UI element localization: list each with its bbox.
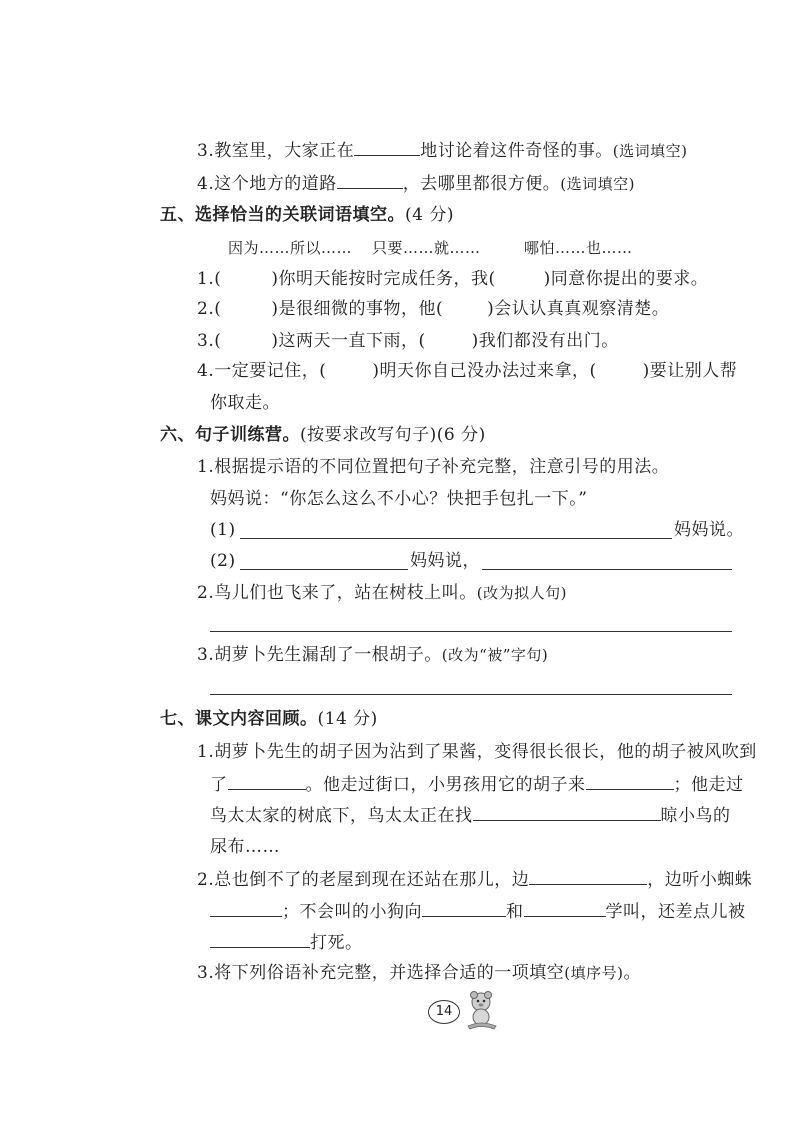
q7-3-end: 。 (623, 963, 641, 983)
section-7-title: 七、课文内容回顾。 (160, 709, 318, 729)
q4-3-text-after: 地讨论着这件奇怪的事。 (420, 141, 613, 161)
q5-2-a: 2.( (197, 299, 222, 319)
q5-1-c: )同意你提出的要求。 (543, 269, 709, 289)
q6-3-text: 3.胡萝卜先生漏刮了一根胡子。 (197, 645, 442, 665)
page-number: 14 (428, 1000, 460, 1024)
q7-2-line-1 (197, 868, 752, 891)
q7-3 (197, 962, 641, 984)
q5-4-cont: 你取走。 (210, 393, 280, 413)
q5-3-c: )我们都没有出门。 (471, 331, 619, 351)
section-7-score: (14 分) (317, 709, 378, 729)
q5-1-a: 1.( (197, 269, 222, 289)
q7-1-line-4: 尿布…… (210, 837, 280, 857)
q7-1-l2b: 。他走过街口，小男孩用它的胡子来 (305, 775, 586, 795)
q7-1-l2a: 了 (210, 775, 228, 795)
q6-1-sub2-num: (2) (210, 551, 236, 571)
q7-1-blank-2[interactable] (586, 773, 674, 790)
q6-1-sub2-line-1[interactable] (240, 569, 408, 570)
q6-1-sub1-num: (1) (210, 520, 236, 540)
section-6-heading (160, 424, 486, 446)
q4-4-text: 4.这个地方的道路 (197, 174, 337, 194)
q7-2-blank-3[interactable] (422, 900, 506, 917)
q6-1-sub2-mid: 妈妈说， (410, 551, 480, 571)
q5-2 (197, 298, 669, 320)
q7-1-l3b: 晾小鸟的 (660, 806, 731, 826)
section-7-heading (160, 708, 378, 730)
q5-3-b: )这两天一直下雨，( (271, 331, 426, 351)
q7-1-line-1: 1.胡萝卜先生的胡子因为沾到了果酱，变得很长很长，他的胡子被风吹到 (197, 742, 757, 762)
q6-2-answer-line[interactable] (210, 631, 732, 632)
q7-2-l2b: 和 (506, 902, 524, 922)
q6-3 (197, 644, 548, 666)
q6-1: 1.根据提示语的不同位置把句子补充完整，注意引号的用法。 (197, 457, 670, 477)
q7-2-blank-5[interactable] (210, 931, 310, 948)
q7-1-line-3 (210, 804, 731, 827)
q4-4-hint: (选词填空) (560, 175, 635, 193)
q7-1-line-2 (210, 773, 744, 796)
section-5-score: (4 分) (405, 205, 454, 225)
cartoon-mascot-icon (464, 990, 498, 1030)
q7-2-l3: 打死。 (310, 933, 363, 953)
q7-2-l2a: ；不会叫的小狗向 (282, 902, 422, 922)
q4-4 (197, 172, 635, 195)
q4-3-blank[interactable] (354, 139, 420, 156)
q7-2-line-3 (210, 931, 363, 954)
q7-2-blank-1[interactable] (529, 868, 647, 885)
q4-3 (197, 139, 687, 162)
q5-4-a: 4.一定要记住，( (197, 361, 327, 381)
q6-1-quote: 妈妈说：“你怎么这么不小心？快把手包扎一下。” (210, 489, 588, 509)
q7-2-blank-2[interactable] (210, 900, 282, 917)
q5-3-a: 3.( (197, 331, 222, 351)
q6-3-answer-line[interactable] (210, 694, 732, 695)
q6-2-text: 2.鸟儿们也飞来了，站在树枝上叫。 (197, 583, 477, 603)
conjunction-option-1: 因为……所以…… (228, 239, 353, 257)
q7-2-blank-4[interactable] (524, 900, 606, 917)
page-number-badge (428, 1000, 462, 1024)
q6-2-hint: (改为拟人句) (476, 584, 567, 602)
q7-1-l2c: ；他走过 (673, 775, 744, 795)
q7-1-l3a: 鸟太太家的树底下，鸟太太正在找 (210, 806, 473, 826)
q5-2-c: )会认认真真观察清楚。 (487, 299, 670, 319)
q7-1-blank-1[interactable] (228, 773, 306, 790)
section-5-heading (160, 204, 454, 226)
q7-1-blank-3[interactable] (473, 804, 661, 821)
q7-3-text: 3.将下列俗语补充完整，并选择合适的一项填空 (197, 963, 565, 983)
q6-1-sub1-line[interactable] (240, 538, 672, 539)
q4-4-text-after: ，去哪里都很方便。 (402, 174, 561, 194)
q6-2 (197, 582, 567, 604)
q5-3 (197, 330, 619, 352)
conjunction-option-2: 只要……就…… (372, 239, 481, 257)
q7-2-l1a: 2.总也倒不了的老屋到现在还站在那儿，边 (197, 870, 530, 890)
q7-2-line-2 (210, 900, 746, 923)
q7-3-hint: (填序号) (564, 964, 624, 982)
q6-3-hint: (改为“被”字句) (441, 646, 549, 664)
q5-2-b: )是很细微的事物，他( (271, 299, 444, 319)
q6-1-sub1-end: 妈妈说。 (674, 520, 744, 540)
conjunction-option-3: 哪怕……也…… (524, 239, 633, 257)
q7-2-l2c: 学叫，还差点儿被 (605, 902, 746, 922)
q6-1-sub2-line-2[interactable] (482, 569, 732, 570)
section-6-title: 六、句子训练营。 (160, 425, 300, 445)
q5-4 (197, 360, 737, 382)
section-6-hint: (按要求改写句子)(6 分) (300, 425, 486, 445)
q5-4-c: )要让别人帮 (642, 361, 738, 381)
q4-3-text: 3.教室里，大家正在 (197, 141, 355, 161)
q5-4-b: )明天你自己没办法过来拿，( (372, 361, 597, 381)
q4-4-blank[interactable] (337, 172, 403, 189)
q4-3-hint: (选词填空) (612, 142, 688, 160)
q5-1-b: )你明天能按时完成任务，我( (271, 269, 496, 289)
q7-2-l1b: ，边听小蜘蛛 (647, 870, 753, 890)
section-5-title: 五、选择恰当的关联词语填空。 (160, 205, 405, 225)
q5-1 (197, 268, 708, 290)
